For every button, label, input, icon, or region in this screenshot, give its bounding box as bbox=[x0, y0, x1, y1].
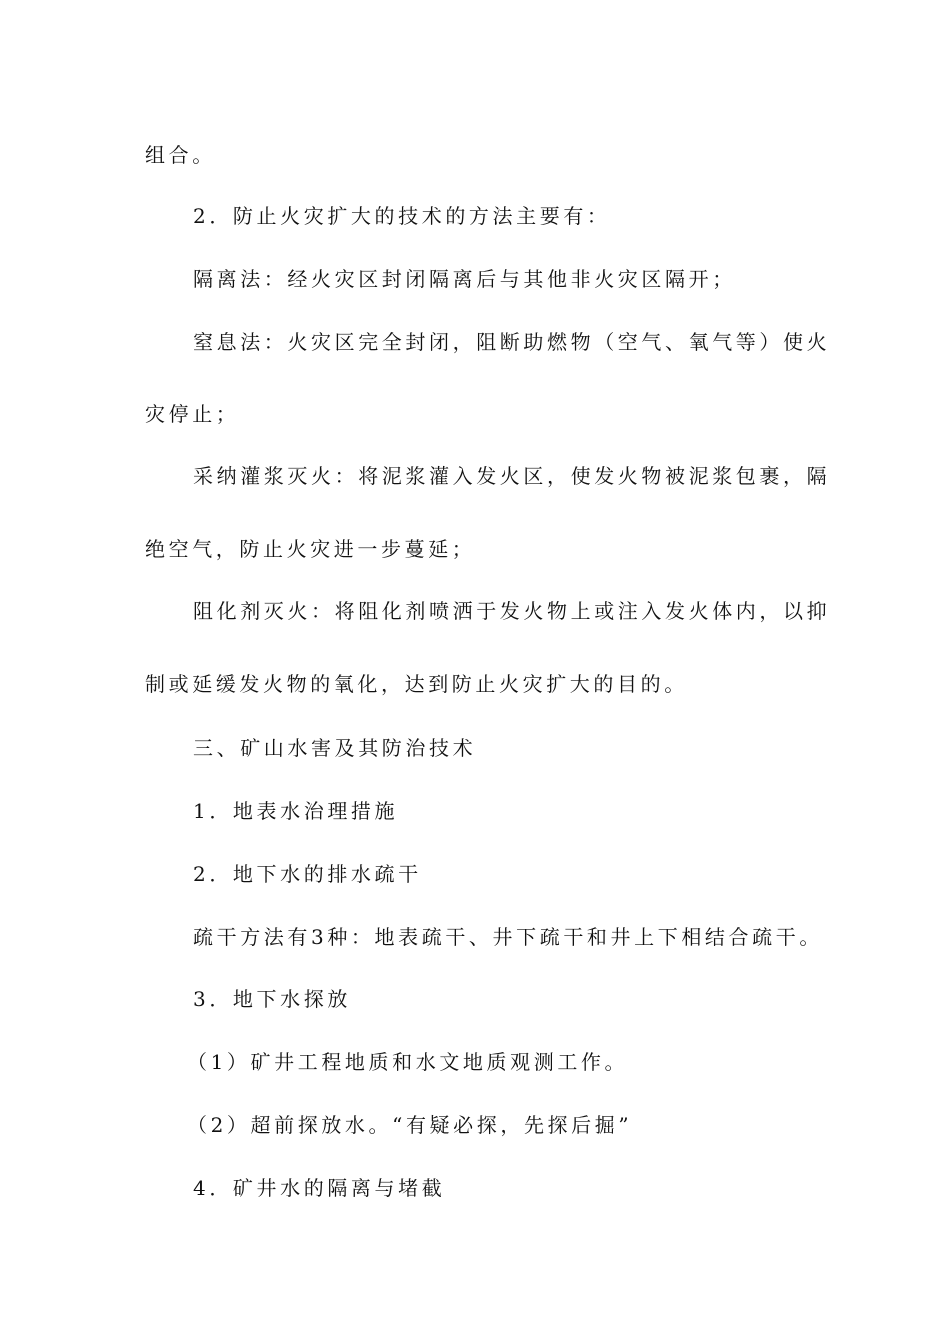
item-water-isolation: 4．矿井水的隔离与堵截 bbox=[193, 1176, 446, 1200]
paragraph-grouting: 采纳灌浆灭火：将泥浆灌入发火区，使发火物被泥浆包裹，隔 bbox=[193, 464, 831, 488]
paragraph-inhibitor-cont: 制或延缓发火物的氧化，达到防止火灾扩大的目的。 bbox=[145, 672, 688, 696]
paragraph-suffocation-cont: 灾停止； bbox=[145, 402, 240, 426]
item-groundwater-drainage: 2．地下水的排水疏干 bbox=[193, 862, 422, 886]
paragraph-inhibitor: 阻化剂灭火：将阻化剂喷洒于发火物上或注入发火体内，以抑 bbox=[193, 599, 831, 623]
item-groundwater-exploration: 3．地下水探放 bbox=[193, 987, 351, 1011]
paragraph-suffocation: 窒息法：火灾区完全封闭，阻断助燃物（空气、氧气等）使火 bbox=[193, 330, 831, 354]
paragraph-isolation: 隔离法：经火灾区封闭隔离后与其他非火灾区隔开； bbox=[193, 267, 736, 291]
section-heading-fire-spread: 2．防止火灾扩大的技术的方法主要有： bbox=[193, 204, 611, 228]
paragraph-drainage-methods: 疏干方法有3种：地表疏干、井下疏干和井上下相结合疏干。 bbox=[193, 925, 823, 949]
paragraph-continuation: 组合。 bbox=[145, 143, 216, 167]
sub-item-advance-drilling: （2）超前探放水。“有疑必探，先探后掘” bbox=[187, 1113, 633, 1137]
paragraph-grouting-cont: 绝空气，防止火灾进一步蔓延； bbox=[145, 537, 476, 561]
sub-item-observation: （1）矿井工程地质和水文地质观测工作。 bbox=[187, 1050, 629, 1074]
item-surface-water: 1．地表水治理措施 bbox=[193, 799, 399, 823]
section-heading-water-hazard: 三、矿山水害及其防治技术 bbox=[193, 736, 477, 760]
